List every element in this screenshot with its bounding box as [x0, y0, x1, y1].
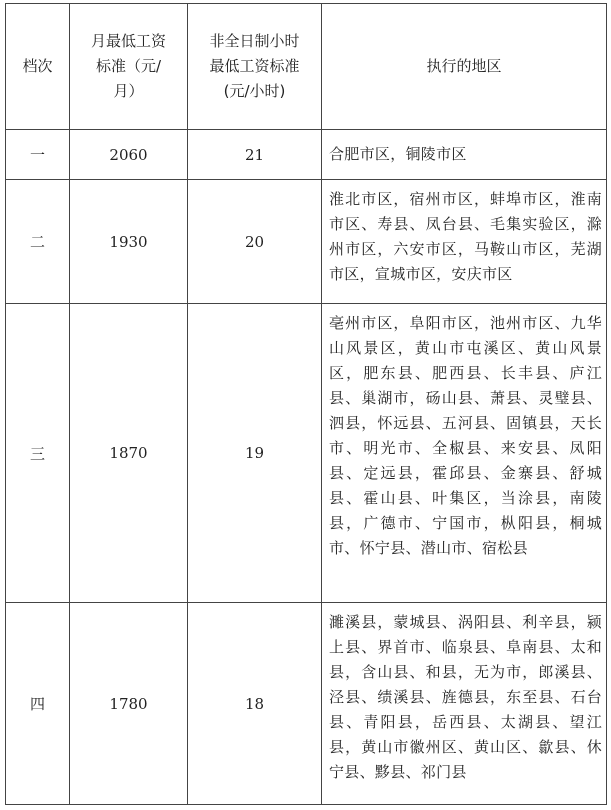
tier-cell: 四: [6, 603, 70, 805]
hourly-cell: 19: [188, 304, 322, 603]
table-row: [6, 180, 607, 304]
monthly-cell: 1930: [70, 180, 188, 304]
areas-cell: 淮北市区，宿州市区，蚌埠市区，淮南市区、寿县、凤台县、毛集实验区，滁州市区，六安市区，马鞍山市区，芜湖市区，宣城市区，安庆市区: [322, 180, 607, 304]
table-row: [6, 603, 607, 805]
header-hourly-line2: 最低工资标准: [209, 57, 300, 75]
table-row: [6, 304, 607, 603]
tier-cell: 二: [6, 180, 70, 304]
hourly-cell: 20: [188, 180, 322, 304]
monthly-cell: 1870: [70, 304, 188, 603]
monthly-cell: 2060: [70, 130, 188, 180]
minimum-wage-table: [5, 3, 607, 805]
header-hourly-standard: [188, 4, 322, 130]
areas-cell: 合肥市区，铜陵市区: [322, 130, 607, 180]
areas-cell: 亳州市区，阜阳市区，池州市区、九华山风景区，黄山市屯溪区、黄山风景区，肥东县、肥西县、长丰县、庐江县、巢湖市，砀山县、萧县、灵璧县、泗县，怀远县、五河县、固镇县，天长市、明光市、全椒县、来安县、凤阳县、定远县，霍邱县、金寨县、舒城县、霍山县、叶集区，当涂县，南陵县，广德市、宁国市，枞阳县，桐城市、怀宁县、潜山市、宿松县: [322, 304, 607, 603]
header-hourly-line3: (元/小时): [223, 82, 286, 100]
tier-cell: 一: [6, 130, 70, 180]
header-hourly-line1: 非全日制小时: [209, 32, 300, 50]
header-monthly-line3: 月）: [113, 82, 144, 100]
header-monthly-standard: [70, 4, 188, 130]
table-header-row: [6, 4, 607, 130]
header-tier: 档次: [6, 4, 70, 130]
table-row: [6, 130, 607, 180]
header-monthly-line2: 标准（元/: [95, 57, 162, 75]
tier-cell: 三: [6, 304, 70, 603]
monthly-cell: 1780: [70, 603, 188, 805]
header-areas: 执行的地区: [322, 4, 607, 130]
hourly-cell: 21: [188, 130, 322, 180]
areas-cell: 濉溪县，蒙城县、涡阳县、利辛县，颍上县、界首市、临泉县、阜南县、太和县，含山县、和县，无为市，郎溪县、泾县、绩溪县、旌德县，东至县、石台县、青阳县，岳西县、太湖县、望江县，黄山市徽州区、黄山区、歙县、休宁县、黟县、祁门县: [322, 603, 607, 805]
hourly-cell: 18: [188, 603, 322, 805]
header-monthly-line1: 月最低工资: [90, 32, 166, 50]
